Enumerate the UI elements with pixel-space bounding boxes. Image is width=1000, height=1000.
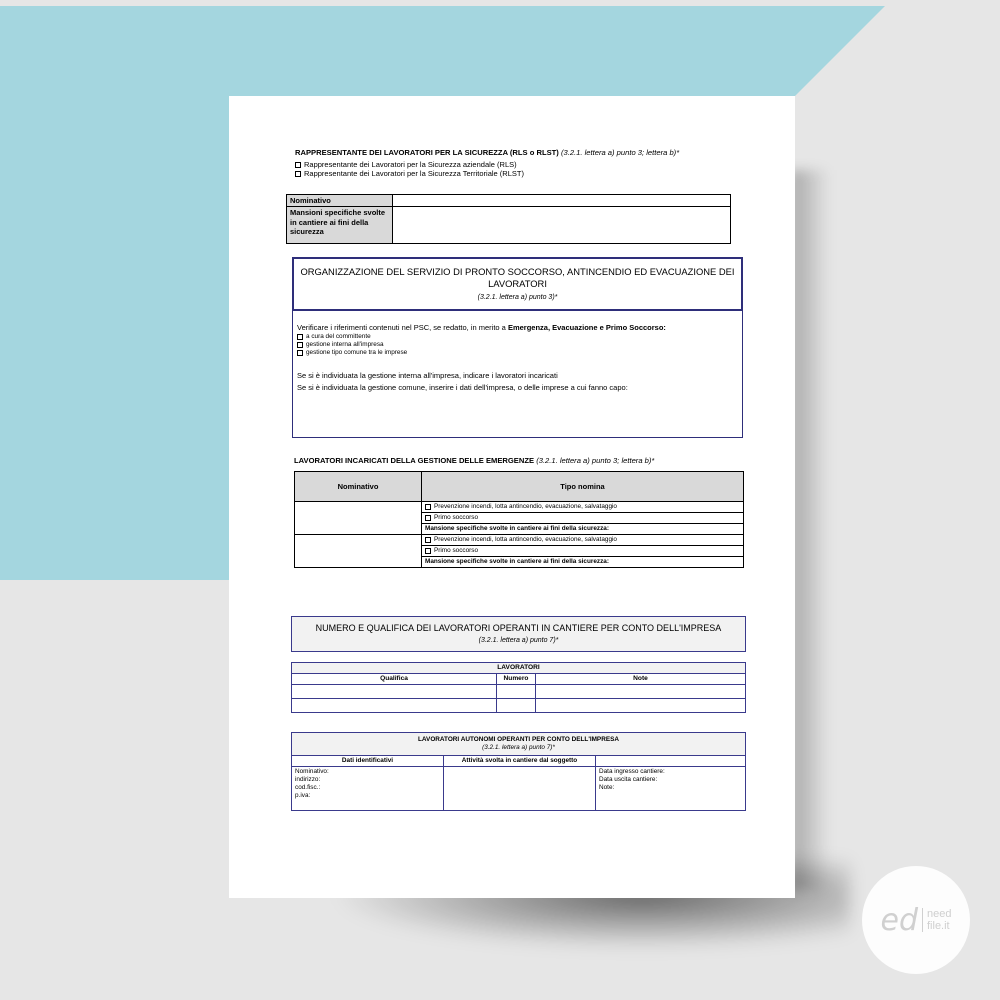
autonomi-attivita-cell[interactable]	[444, 767, 596, 811]
emergenze-row[interactable]: Primo soccorso	[422, 546, 744, 557]
page-shadow-right	[790, 170, 830, 890]
rls-option-aziendale[interactable]: Rappresentante dei Lavoratori per la Sicurezza aziendale (RLS)	[295, 160, 524, 169]
org-option-comune[interactable]: gestione tipo comune tra le imprese	[297, 349, 407, 357]
col-qualifica: Qualifica	[292, 674, 497, 685]
rls-title-text: RAPPRESENTANTE DEI LAVORATORI PER LA SICUREZZA (RLS o RLST)	[295, 148, 559, 157]
autonomi-dati-cell[interactable]: Nominativo: indirizzo: cod.fisc.: p.iva:	[292, 767, 444, 811]
table-cell[interactable]	[536, 699, 746, 713]
rls-mansioni-cell[interactable]	[393, 207, 731, 244]
rls-ref: (3.2.1. lettera a) punto 3; lettera b)*	[560, 148, 680, 157]
org-option-committente[interactable]: a cura del committente	[297, 333, 407, 341]
emergenze-nominativo-cell[interactable]	[295, 502, 422, 535]
emergenze-nominativo-cell[interactable]	[295, 535, 422, 568]
table-cell[interactable]	[497, 685, 536, 699]
rls-option-territoriale[interactable]: Rappresentante dei Lavoratori per la Sicurezza Territoriale (RLST)	[295, 169, 524, 178]
table-cell[interactable]	[292, 685, 497, 699]
org-body-box	[292, 309, 743, 438]
checkbox[interactable]	[295, 171, 301, 177]
emergenze-mansione: Mansione specifiche svolte in cantiere ai fini della sicurezza:	[422, 524, 744, 535]
autonomi-title: LAVORATORI AUTONOMI OPERANTI PER CONTO DELL'IMPRESA	[418, 736, 619, 743]
table-cell[interactable]	[536, 685, 746, 699]
logo-text: need file.it	[922, 908, 951, 932]
org-note-2: Se si è individuata la gestione comune, inserire i dati dell'impresa, o delle imprese a cui fanno capo:	[297, 383, 628, 392]
emergenze-table	[294, 471, 744, 568]
org-title: ORGANIZZAZIONE DEL SERVIZIO DI PRONTO SOCCORSO, ANTINCENDIO ED EVACUAZIONE DEI LAVORATORI	[300, 266, 735, 289]
checkbox[interactable]	[297, 350, 303, 356]
autonomi-date-cell[interactable]: Data ingresso cantiere: Data uscita cantiere: Note:	[596, 767, 746, 811]
checkbox[interactable]	[425, 504, 431, 510]
autonomi-col-attivita: Attività svolta in cantiere dal soggetto	[444, 756, 596, 767]
emergenze-mansione: Mansione specifiche svolte in cantiere ai fini della sicurezza:	[422, 557, 744, 568]
checkbox[interactable]	[297, 334, 303, 340]
lavoratori-table-title: LAVORATORI	[292, 663, 746, 674]
autonomi-col-dati: Dati identificativi	[292, 756, 444, 767]
col-numero: Numero	[497, 674, 536, 685]
autonomi-col-date	[596, 756, 746, 767]
checkbox[interactable]	[425, 548, 431, 554]
org-note-1: Se si è individuata la gestione interna all'impresa, indicare i lavoratori incaricati	[297, 371, 558, 380]
document-page	[229, 96, 795, 898]
table-cell[interactable]	[292, 699, 497, 713]
checkbox[interactable]	[297, 342, 303, 348]
emergenze-row[interactable]: Prevenzione incendi, lotta antincendio, evacuazione, salvataggio	[422, 502, 744, 513]
emergenze-title: LAVORATORI INCARICATI DELLA GESTIONE DELLE EMERGENZE (3.2.1. lettera a) punto 3; lettera b)*	[294, 456, 655, 465]
rls-mansioni-label: Mansioni specifiche svolte in cantiere ai fini della sicurezza	[287, 207, 393, 244]
emergenze-col-tipo: Tipo nomina	[422, 472, 744, 502]
numero-ref: (3.2.1. lettera a) punto 7)*	[478, 637, 559, 645]
org-ref: (3.2.1. lettera a) punto 3)*	[477, 293, 558, 301]
rls-table	[286, 194, 731, 244]
rls-options	[295, 160, 524, 179]
logo-mark-icon: ed	[880, 902, 918, 938]
emergenze-ref: (3.2.1. lettera a) punto 3; lettera b)*	[536, 456, 655, 465]
col-note: Note	[536, 674, 746, 685]
org-option-interna[interactable]: gestione interna all'impresa	[297, 341, 407, 349]
emergenze-row[interactable]: Primo soccorso	[422, 513, 744, 524]
org-header-box	[292, 257, 743, 311]
rls-nominativo-cell[interactable]	[393, 195, 731, 207]
org-intro: Verificare i riferimenti contenuti nel PSC, se redatto, in merito a Emergenza, Evacuazione e Primo Soccorso:	[297, 323, 666, 332]
table-cell[interactable]	[497, 699, 536, 713]
emergenze-col-nominativo: Nominativo	[295, 472, 422, 502]
lavoratori-table	[291, 662, 746, 713]
checkbox[interactable]	[425, 537, 431, 543]
numero-title: NUMERO E QUALIFICA DEI LAVORATORI OPERANTI IN CANTIERE PER CONTO DELL'IMPRESA	[315, 623, 722, 633]
needfile-logo	[862, 866, 970, 974]
autonomi-ref: (3.2.1. lettera a) punto 7)*	[482, 744, 555, 751]
emergenze-row[interactable]: Prevenzione incendi, lotta antincendio, evacuazione, salvataggio	[422, 535, 744, 546]
checkbox[interactable]	[295, 162, 301, 168]
org-options	[297, 333, 407, 357]
numero-header-box	[291, 616, 746, 652]
autonomi-header	[292, 733, 746, 756]
rls-title	[295, 148, 679, 157]
checkbox[interactable]	[425, 515, 431, 521]
rls-nominativo-label: Nominativo	[287, 195, 393, 207]
autonomi-table	[291, 732, 746, 811]
